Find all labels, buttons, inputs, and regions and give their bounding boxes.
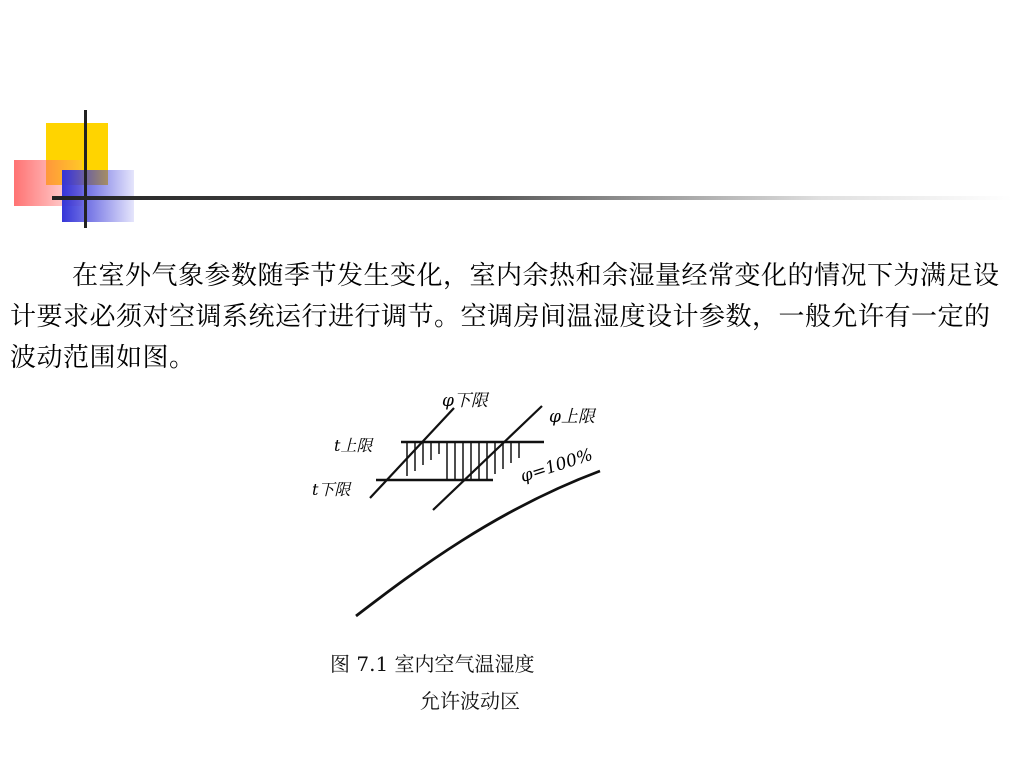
phi-upper-line	[433, 406, 542, 510]
phi-lower-label: φ下限	[442, 391, 488, 411]
figure-caption-line2: 允许波动区	[420, 689, 520, 713]
phi-upper-label: φ上限	[549, 407, 595, 427]
slide-decoration	[0, 0, 1024, 240]
saturation-curve	[356, 471, 600, 616]
t-upper-label: t上限	[334, 436, 373, 455]
psychrometric-figure	[296, 380, 626, 720]
allowable-zone-hatching	[407, 442, 519, 480]
figure-caption-line1: 图 7.1 室内空气温湿度	[330, 652, 535, 676]
body-paragraph: 在室外气象参数随季节发生变化，室内余热和余湿量经常变化的情况下为满足设计要求必须对空调系统运行进行调节。空调房间温湿度设计参数，一般允许有一定的波动范围如图。	[10, 261, 1000, 373]
saturation-label: φ=100%	[518, 444, 596, 488]
title-underline	[52, 196, 1012, 200]
t-lower-label: t下限	[312, 480, 351, 499]
vertical-divider-line	[84, 110, 87, 228]
phi-lower-line	[370, 408, 454, 498]
